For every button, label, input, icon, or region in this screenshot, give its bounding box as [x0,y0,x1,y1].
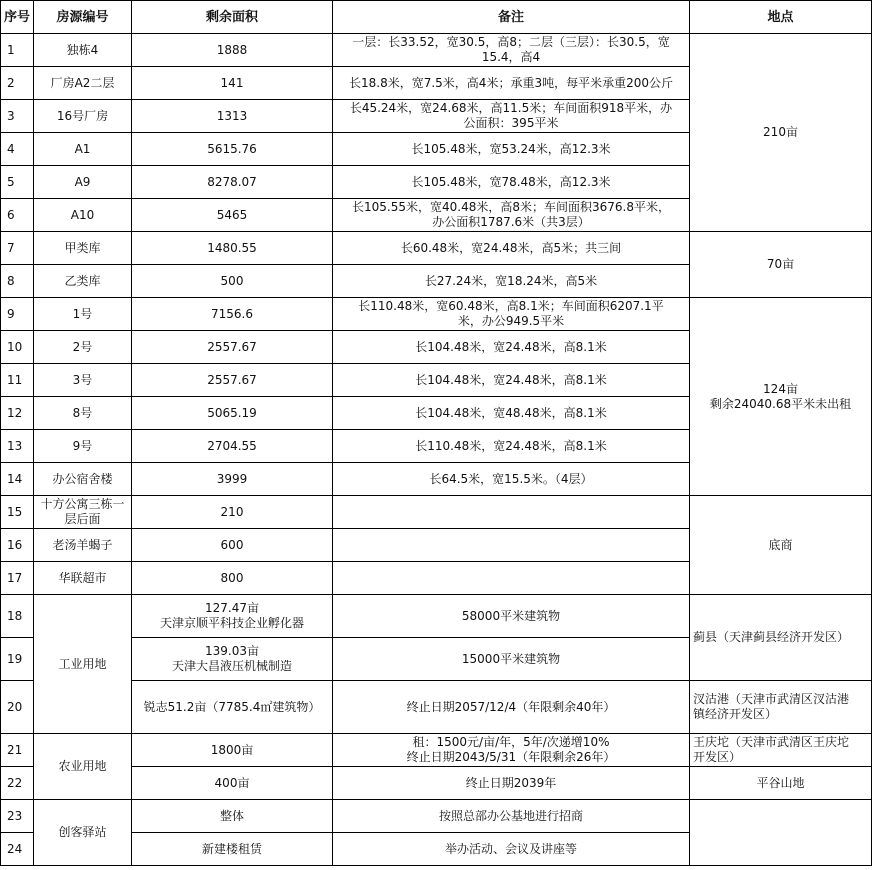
row-no: 21 [1,734,34,767]
location-cell: 70亩 [690,232,872,298]
row-code: 3号 [34,364,132,397]
row-no: 15 [1,496,34,529]
row-no: 12 [1,397,34,430]
group-maker: 创客驿站 [34,800,132,866]
table-row [1,34,872,67]
location-cell [690,800,872,866]
row-remark: 长110.48米，宽60.48米，高8.1米；车间面积6207.1平 米，办公949.5平米 [333,298,690,331]
table-row [1,496,872,529]
table-row [1,734,872,767]
row-remark: 长60.48米，宽24.48米，高5米；共三间 [333,232,690,265]
row-remark: 长27.24米，宽18.24米，高5米 [333,265,690,298]
header-code: 房源编号 [34,1,132,34]
header-no: 序号 [1,1,34,34]
row-area: 7156.6 [132,298,333,331]
row-no: 10 [1,331,34,364]
row-remark: 长18.8米，宽7.5米，高4米；承重3吨，每平米承重200公斤 [333,67,690,100]
row-remark: 长64.5米，宽15.5米。（4层） [333,463,690,496]
row-code: 华联超市 [34,562,132,595]
row-remark: 58000平米建筑物 [333,595,690,638]
row-area: 整体 [132,800,333,833]
row-remark: 终止日期2039年 [333,767,690,800]
row-area: 8278.07 [132,166,333,199]
row-no: 7 [1,232,34,265]
row-area: 2704.55 [132,430,333,463]
row-remark: 15000平米建筑物 [333,638,690,681]
row-remark: 租：1500元/亩/年，5年/次递增10% 终止日期2043/5/31（年限剩余26年） [333,734,690,767]
table-row [1,800,872,833]
row-area: 锐志51.2亩（7785.4㎡建筑物） [132,681,333,734]
row-no: 11 [1,364,34,397]
row-area: 3999 [132,463,333,496]
row-remark: 一层：长33.52，宽30.5，高8；二层（三层）：长30.5，宽 15.4，高4 [333,34,690,67]
table-row [1,681,872,734]
location-cell: 王庆坨（天津市武清区王庆坨 开发区） [690,734,872,767]
row-code: A9 [34,166,132,199]
row-no: 1 [1,34,34,67]
row-area: 400亩 [132,767,333,800]
table-row [1,595,872,638]
group-agricultural: 农业用地 [34,734,132,800]
row-no: 2 [1,67,34,100]
row-code: 办公宿舍楼 [34,463,132,496]
row-area: 141 [132,67,333,100]
row-no: 17 [1,562,34,595]
row-code: 9号 [34,430,132,463]
table-row [1,767,872,800]
row-no: 23 [1,800,34,833]
row-code: 厂房A2二层 [34,67,132,100]
row-code: 乙类库 [34,265,132,298]
row-area: 1480.55 [132,232,333,265]
row-no: 14 [1,463,34,496]
row-remark: 长104.48米，宽24.48米，高8.1米 [333,364,690,397]
row-area: 5615.76 [132,133,333,166]
row-area: 2557.67 [132,331,333,364]
row-remark [333,496,690,529]
header-remark: 备注 [333,1,690,34]
row-no: 24 [1,833,34,866]
row-remark: 举办活动、会议及讲座等 [333,833,690,866]
location-cell: 汊沽港（天津市武清区汊沽港 镇经济开发区） [690,681,872,734]
row-no: 4 [1,133,34,166]
row-no: 13 [1,430,34,463]
header-area: 剩余面积 [132,1,333,34]
row-area: 210 [132,496,333,529]
row-no: 9 [1,298,34,331]
row-code: 独栋4 [34,34,132,67]
row-area: 1313 [132,100,333,133]
row-remark [333,529,690,562]
row-remark: 终止日期2057/12/4（年限剩余40年） [333,681,690,734]
row-no: 8 [1,265,34,298]
row-code: 2号 [34,331,132,364]
table-row [1,298,872,331]
row-area: 1888 [132,34,333,67]
header-location: 地点 [690,1,872,34]
row-code: 甲类库 [34,232,132,265]
row-no: 5 [1,166,34,199]
row-remark: 长104.48米，宽48.48米，高8.1米 [333,397,690,430]
row-remark: 长104.48米，宽24.48米，高8.1米 [333,331,690,364]
row-area: 1800亩 [132,734,333,767]
row-remark: 长105.48米，宽78.48米，高12.3米 [333,166,690,199]
row-remark: 长45.24米，宽24.68米，高11.5米；车间面积918平米，办 公面积：395平米 [333,100,690,133]
location-cell: 124亩 剩余24040.68平米未出租 [690,298,872,496]
row-code: 1号 [34,298,132,331]
group-industrial: 工业用地 [34,595,132,734]
row-no: 22 [1,767,34,800]
row-remark: 按照总部办公基地进行招商 [333,800,690,833]
location-cell: 平谷山地 [690,767,872,800]
row-no: 18 [1,595,34,638]
row-remark: 长105.55米，宽40.48米，高8米；车间面积3676.8平米， 办公面积1787.6米（共3层） [333,199,690,232]
row-area: 500 [132,265,333,298]
row-area: 5065.19 [132,397,333,430]
row-area: 139.03亩 天津大昌液压机械制造 [132,638,333,681]
location-cell: 蓟县（天津蓟县经济开发区） [690,595,872,681]
header-row [1,1,872,34]
row-code: 16号厂房 [34,100,132,133]
row-no: 6 [1,199,34,232]
row-code: 十方公寓三栋一 层后面 [34,496,132,529]
location-cell: 210亩 [690,34,872,232]
row-code: 8号 [34,397,132,430]
row-remark [333,562,690,595]
row-area: 600 [132,529,333,562]
row-no: 20 [1,681,34,734]
row-code: A10 [34,199,132,232]
row-code: 老汤羊蝎子 [34,529,132,562]
row-remark: 长105.48米，宽53.24米，高12.3米 [333,133,690,166]
row-no: 3 [1,100,34,133]
row-area: 2557.67 [132,364,333,397]
row-remark: 长110.48米，宽24.48米，高8.1米 [333,430,690,463]
row-no: 19 [1,638,34,681]
row-area: 800 [132,562,333,595]
row-code: A1 [34,133,132,166]
row-area: 新建楼租赁 [132,833,333,866]
row-no: 16 [1,529,34,562]
location-cell: 底商 [690,496,872,595]
table-row [1,232,872,265]
row-area: 127.47亩 天津京顺平科技企业孵化器 [132,595,333,638]
row-area: 5465 [132,199,333,232]
